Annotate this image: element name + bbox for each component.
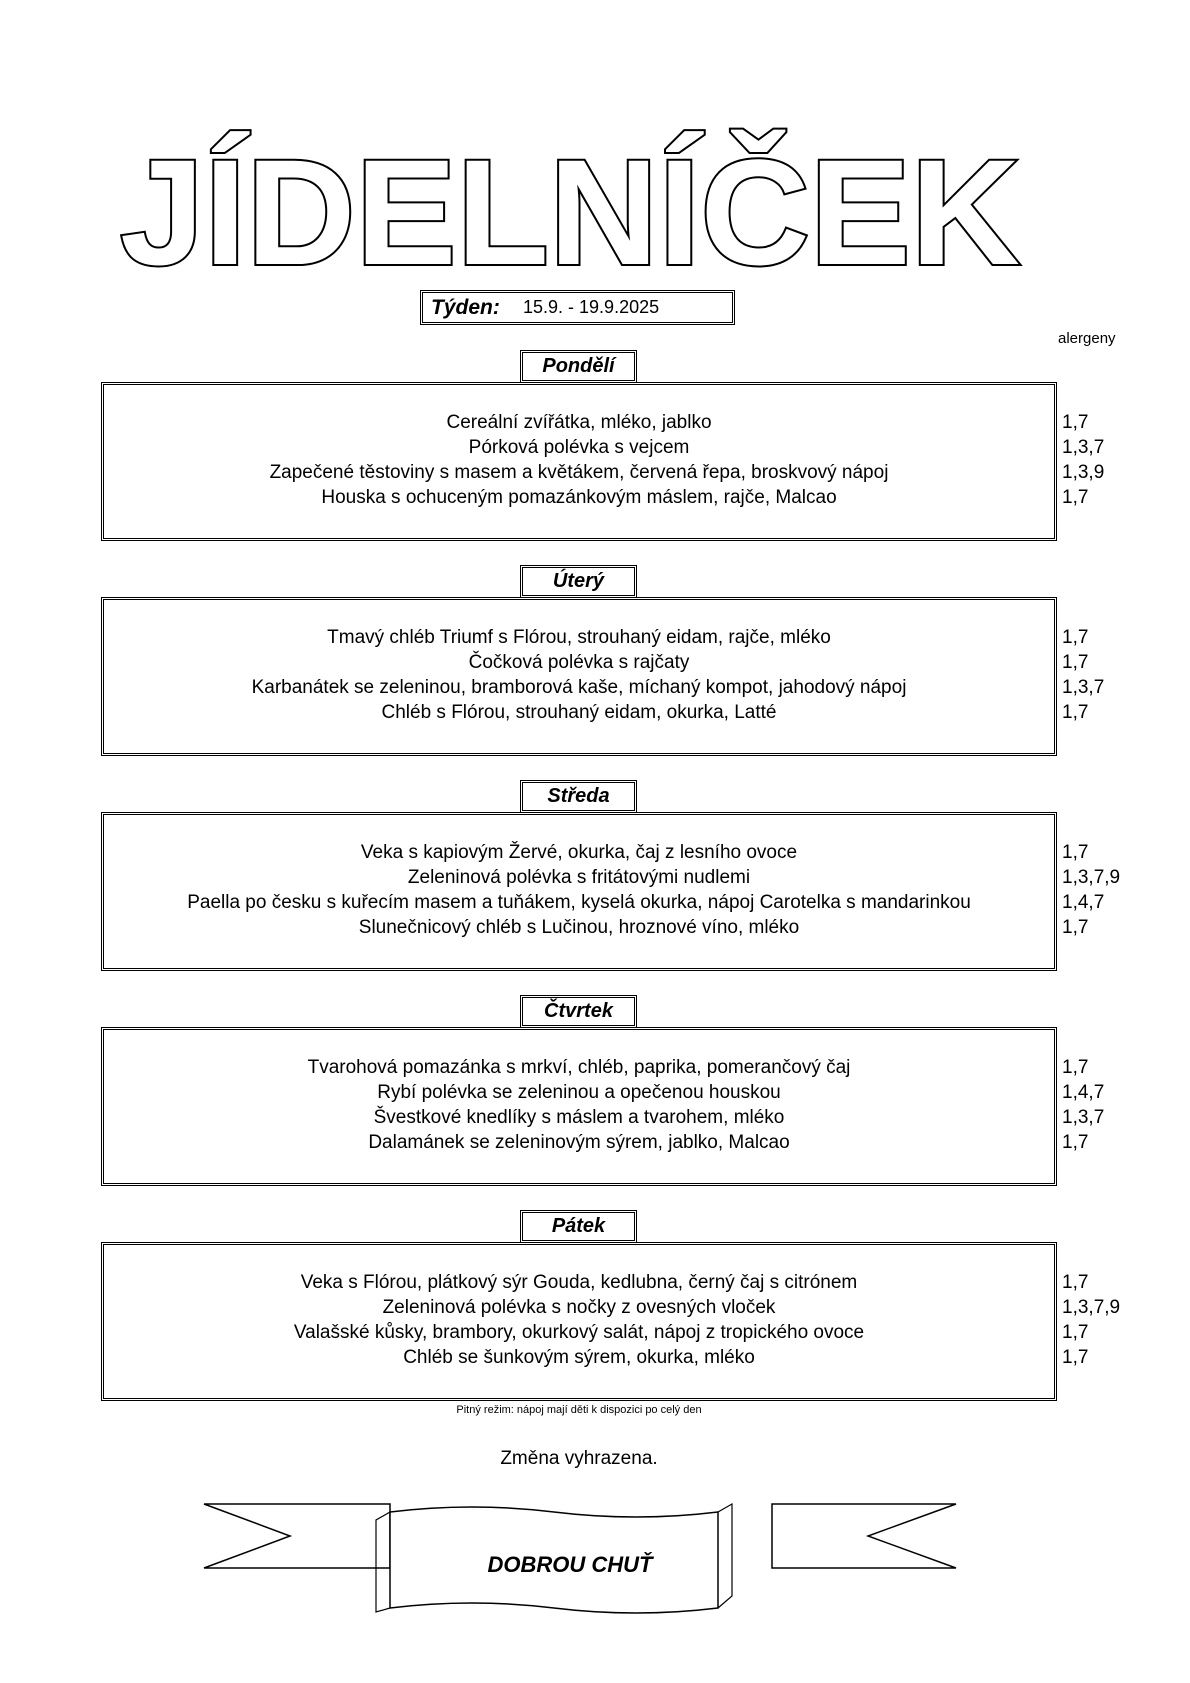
meal-item: Švestkové knedlíky s máslem a tvarohem, mléko (373, 1107, 785, 1128)
menu-title (100, 86, 1040, 296)
allergen-code: 1,7 (1062, 917, 1089, 938)
day-tab-wednesday: Středa (520, 780, 637, 813)
allergen-code: 1,3,7 (1062, 1107, 1105, 1128)
allergen-code: 1,7 (1062, 1347, 1089, 1368)
meal-item: Veka s Flórou, plátkový sýr Gouda, kedlubna, černý čaj s citrónem (300, 1272, 858, 1293)
allergen-code: 1,3,9 (1062, 462, 1105, 483)
week-label: Týden: (431, 295, 500, 319)
change-note: Změna vyhrazena. (500, 1448, 658, 1469)
meal-item: Slunečnicový chléb s Lučinou, hroznové víno, mléko (358, 917, 800, 938)
allergen-code: 1,7 (1062, 627, 1089, 648)
ribbon-left-tail (204, 1504, 390, 1568)
allergen-code: 1,7 (1062, 702, 1089, 723)
meal-item: Karbanátek se zeleninou, bramborová kaše, míchaný kompot, jahodový nápoj (251, 677, 907, 698)
day-tab-friday: Pátek (520, 1210, 637, 1243)
allergen-code: 1,3,7,9 (1062, 867, 1121, 888)
meal-item: Tmavý chléb Triumf s Flórou, strouhaný eidam, rajče, mléko (327, 627, 831, 648)
allergen-code: 1,4,7 (1062, 1082, 1105, 1103)
meal-item: Paella po česku s kuřecím masem a tuňákem, kyselá okurka, nápoj Carotelka s mandarinkou (187, 892, 971, 913)
allergen-code: 1,7 (1062, 652, 1089, 673)
meal-item: Pórková polévka s vejcem (468, 437, 690, 458)
allergens-heading: alergeny (1058, 330, 1116, 347)
meal-item: Zapečené těstoviny s masem a květákem, červená řepa, broskvový nápoj (269, 462, 889, 483)
allergen-code: 1,7 (1062, 1057, 1089, 1078)
allergen-code: 1,7 (1062, 412, 1089, 433)
day-tab-thursday: Čtvrtek (520, 995, 637, 1028)
meal-item: Valašské kůsky, brambory, okurkový salát, nápoj z tropického ovoce (293, 1322, 865, 1343)
meal-item: Houska s ochuceným pomazánkovým máslem, rajče, Malcao (321, 487, 837, 508)
drink-note: Pitný režim: nápoj mají děti k dispozici po celý den (456, 1404, 702, 1416)
ribbon-right-tail (772, 1504, 956, 1568)
day-tab-tuesday: Úterý (520, 565, 637, 598)
day-tab-monday: Pondělí (520, 350, 637, 383)
meal-item: Zeleninová polévka s nočky z ovesných vloček (382, 1297, 776, 1318)
allergen-code: 1,7 (1062, 487, 1089, 508)
meal-item: Veka s kapiovým Žervé, okurka, čaj z lesního ovoce (360, 842, 798, 863)
meal-item: Chléb se šunkovým sýrem, okurka, mléko (403, 1347, 755, 1368)
allergen-code: 1,7 (1062, 1272, 1089, 1293)
allergen-code: 1,7 (1062, 1322, 1089, 1343)
week-range: 15.9. - 19.9.2025 (523, 297, 660, 317)
meal-item: Cereální zvířátka, mléko, jablko (446, 412, 712, 433)
meal-item: Dalamánek se zeleninovým sýrem, jablko, Malcao (368, 1132, 790, 1153)
meal-item: Tvarohová pomazánka s mrkví, chléb, paprika, pomerančový čaj (307, 1057, 851, 1078)
meal-item: Chléb s Flórou, strouhaný eidam, okurka, Latté (381, 702, 777, 723)
meal-item: Čočková polévka s rajčaty (468, 652, 690, 673)
menu-title-text: JÍDELNÍČEK (120, 128, 1020, 296)
allergen-code: 1,7 (1062, 1132, 1089, 1153)
week-box (420, 290, 735, 325)
banner-text: DOBROU CHUŤ (487, 1552, 653, 1577)
meal-item: Rybí polévka se zeleninou a opečenou houskou (377, 1082, 781, 1103)
allergen-code: 1,3,7 (1062, 677, 1105, 698)
meal-item: Zeleninová polévka s fritátovými nudlemi (407, 867, 751, 888)
allergen-code: 1,4,7 (1062, 892, 1105, 913)
allergen-code: 1,3,7 (1062, 437, 1105, 458)
allergen-code: 1,7 (1062, 842, 1089, 863)
allergen-code: 1,3,7,9 (1062, 1297, 1121, 1318)
